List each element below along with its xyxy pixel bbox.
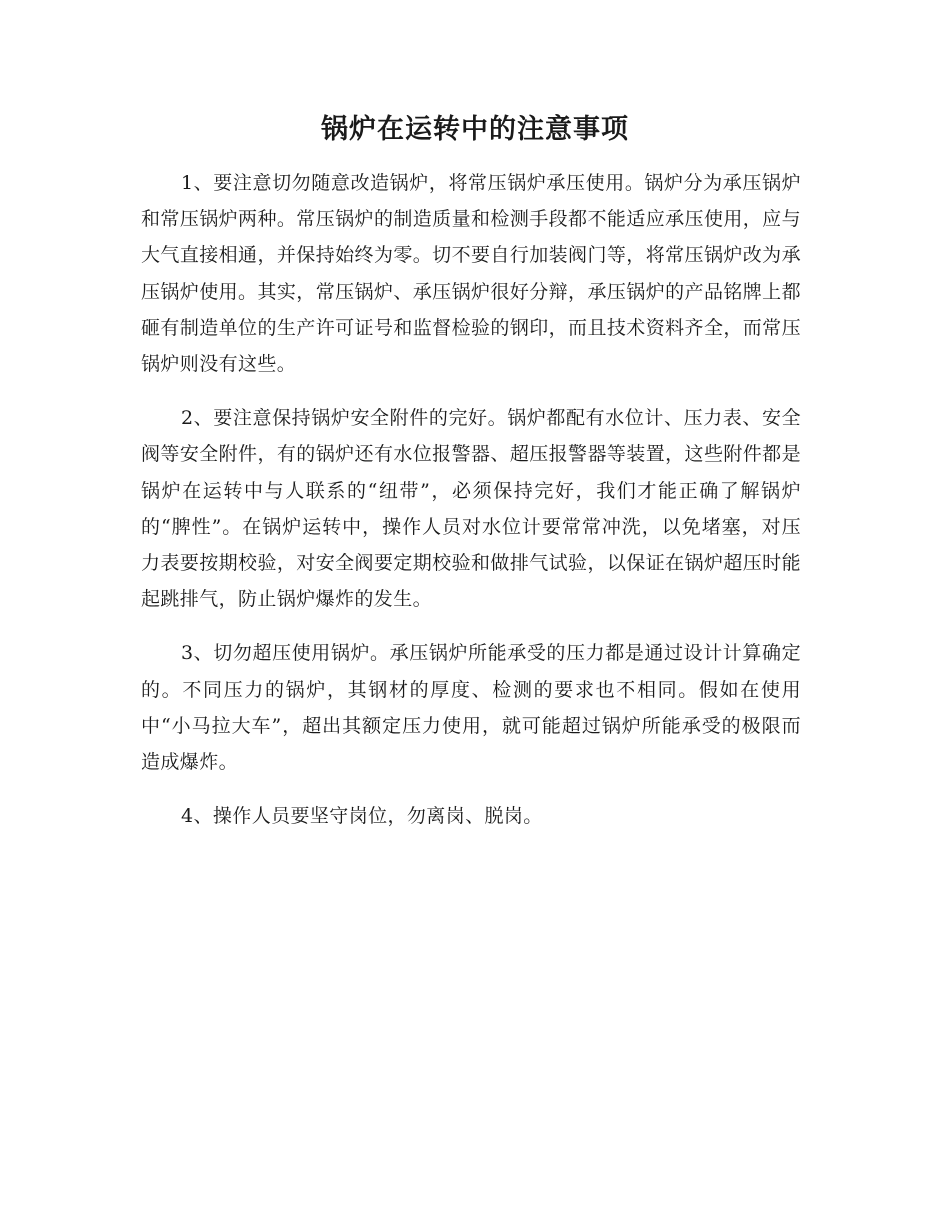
document-body [141,165,801,852]
paragraph-1: 1、要注意切勿随意改造锅炉，将常压锅炉承压使用。锅炉分为承压锅炉和常压锅炉两种。常压锅炉的制造质量和检测手段都不能适应承压使用，应与大气直接相通，并保持始终为零。切不要自行加装阀门等，将常压锅炉改为承压锅炉使用。其实，常压锅炉、承压锅炉很好分辩，承压锅炉的产品铭牌上都砸有制造单位的生产许可证号和监督检验的钢印，而且技术资料齐全，而常压锅炉则没有这些。 [141,172,801,376]
paragraph-2: 2、要注意保持锅炉安全附件的完好。锅炉都配有水位计、压力表、安全阀等安全附件，有的锅炉还有水位报警器、超压报警器等装置，这些附件都是锅炉在运转中与人联系的“纽带”，必须保持完好，我们才能正确了解锅炉的“脾性”。在锅炉运转中，操作人员对水位计要常常冲洗，以免堵塞，对压力表要按期校验，对安全阀要定期校验和做排气试验，以保证在锅炉超压时能起跳排气，防止锅炉爆炸的发生。 [141,407,801,611]
document-title: 锅炉在运转中的注意事项 [321,114,629,145]
paragraph-3: 3、切勿超压使用锅炉。承压锅炉所能承受的压力都是通过设计计算确定的。不同压力的锅炉，其钢材的厚度、检测的要求也不相同。假如在使用中“小马拉大车”，超出其额定压力使用，就可能超过锅炉所能承受的极限而造成爆炸。 [141,642,801,774]
paragraph-4: 4、操作人员要坚守岗位，勿离岗、脱岗。 [181,805,543,828]
